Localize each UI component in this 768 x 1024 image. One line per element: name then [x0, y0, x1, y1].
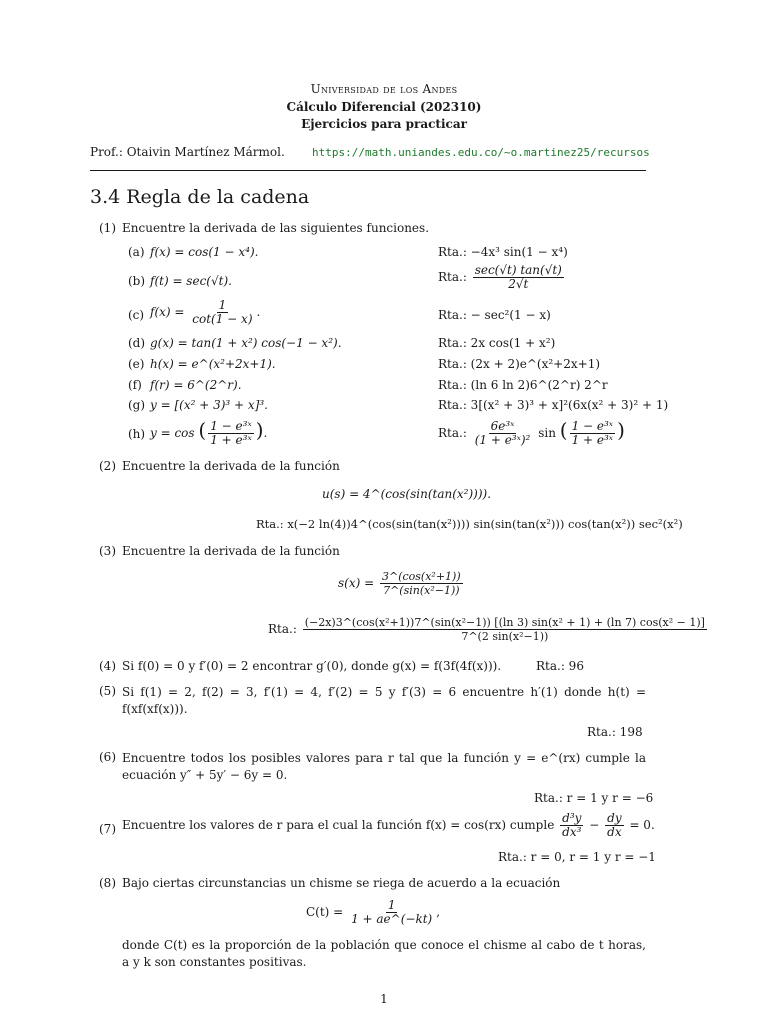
item-function: f(x) = $\frac{1}{\cot(1 - x)}$ . — [150, 298, 261, 326]
item-function: f(x) = cos(1 − x⁴). — [150, 245, 259, 259]
item-label: (h) — [128, 427, 146, 441]
item-function: h(x) = e^(x²+2x+1). — [150, 357, 276, 371]
item-answer: Rta.: 3[(x² + 3)³ + x]²(6x(x² + 3)² + 1) — [438, 398, 669, 412]
answer-prefix: Rta.: — [438, 426, 467, 440]
operator: − — [589, 818, 600, 832]
page-number: 1 — [380, 992, 388, 1006]
answer-fraction — [303, 616, 707, 643]
exercise-formula — [338, 570, 465, 597]
item-label: (a) — [128, 245, 145, 259]
exercise-answer: Rta.: r = 0, r = 1 y r = −1 — [498, 850, 656, 864]
exercise-text: Si f(1) = 2, f(2) = 3, f′(1) = 4, f′(2) = 5 y f′(3) = 6 encuentre h′(1) donde h(t) = f(xf(xf(x))). — [122, 685, 646, 716]
item-label: (c) — [128, 308, 145, 322]
item-label: (d) — [128, 336, 146, 350]
exercise-number: (3) — [99, 544, 116, 558]
fraction-numerator: d³y — [562, 811, 582, 825]
exercise-text: Encuentre todos los posibles valores para r tal que la función y = e^(rx) cumple la ecuación y″ + 5y′ − 6y = 0. — [122, 751, 646, 782]
fraction-numerator: sec(√t) tan(√t) — [474, 263, 562, 277]
exercise-number: (5) — [99, 684, 116, 698]
item-label: (f) — [128, 378, 142, 392]
function-prefix: y = cos — [150, 426, 195, 440]
exercise-answer — [268, 616, 709, 643]
exercise-prompt: Encuentre la derivada de la función — [122, 544, 340, 558]
section-title: 3.4 Regla de la cadena — [90, 186, 310, 208]
item-label: (b) — [128, 274, 146, 288]
function-fraction — [208, 420, 254, 447]
formula-end: , — [436, 905, 441, 919]
answer-prefix: Rta.: — [268, 622, 297, 636]
exercise-answer: Rta.: 96 — [536, 659, 584, 673]
fraction-numerator: 1 − e³ˣ — [210, 419, 252, 433]
fraction-denominator: 1 + e³ˣ — [571, 433, 614, 447]
item-function: f(t) = sec(√t). — [150, 274, 232, 288]
fraction-numerator: 1 — [387, 898, 396, 912]
fraction-denominator: 1 + e³ˣ — [210, 433, 252, 447]
worksheet-subtitle: Ejercicios para practicar — [301, 117, 467, 131]
item-answer: Rta.: (ln 6 ln 2)6^(2^r) 2^r — [438, 378, 608, 392]
fraction-numerator: 6e³ˣ — [490, 419, 515, 433]
fraction-numerator: 1 − e³ˣ — [571, 419, 614, 433]
formula-fraction — [349, 899, 434, 926]
fraction-denominator: 7^(2 sin(x²−1)) — [461, 630, 549, 643]
item-function: g(x) = tan(1 + x²) cos(−1 − x²). — [150, 336, 342, 350]
function-prefix: f(x) = — [150, 305, 185, 319]
fraction-numerator: dy — [607, 811, 622, 825]
exercise-number: (2) — [99, 459, 116, 473]
exercise-number: (4) — [99, 659, 116, 673]
fraction-denominator: 2√t — [508, 277, 529, 291]
fraction-denominator: 7^(sin(x²−1)) — [383, 584, 460, 597]
exercise-answer: Rta.: r = 1 y r = −6 — [534, 791, 654, 805]
item-answer — [438, 264, 566, 291]
university-name: Universidad de los Andes — [310, 82, 458, 96]
professor-name: Prof.: Otaivin Martínez Mármol. — [90, 145, 285, 159]
exercise-number: (7) — [99, 822, 116, 836]
item-function: y = [(x² + 3)³ + x]³. — [150, 398, 268, 412]
resources-link[interactable]: https://math.uniandes.edu.co/~o.martinez25/recursos — [312, 146, 650, 159]
exercise-prompt: Encuentre la derivada de las siguientes funciones. — [122, 221, 430, 235]
fraction-denominator: 1 + ae^(−kt) — [351, 912, 433, 926]
exercise-answer: Rta.: x(−2 ln(4))4^(cos(sin(tan(x²)))) sin(sin(tan(x²))) cos(tan(x²)) sec²(x²) — [256, 517, 683, 531]
item-answer: Rta.: −4x³ sin(1 − x⁴) — [438, 245, 568, 259]
exercise-prompt: Encuentre la derivada de la función — [122, 459, 340, 473]
item-answer: Rta.: $\frac{\text{6e³ˣ}}{\text{(1 + e³ˣ)²}}$ sin ( $\frac{\text{1 − e³ˣ}}{\text{1 + e³ˣ}}$ ) — [438, 418, 625, 447]
exercise-text: Bajo ciertas circunstancias un chisme se riega de acuerdo a la ecuación — [122, 876, 561, 890]
exercise-number: (1) — [99, 221, 116, 235]
item-label: (g) — [128, 398, 146, 412]
item-function: f(r) = 6^(2^r). — [150, 378, 242, 392]
derivative-fraction — [560, 812, 583, 839]
exercise-answer: Rta.: 198 — [587, 725, 643, 739]
exercise-text-continued: donde C(t) es la proporción de la población que conoce el chisme al cabo de t horas, a y k son constantes positivas. — [122, 938, 646, 969]
exercise-number: (6) — [99, 750, 116, 764]
fraction-denominator: cot(1 − x) — [192, 312, 253, 326]
item-answer: Rta.: (2x + 2)e^(x²+2x+1) — [438, 357, 601, 371]
exercise-number: (8) — [99, 876, 116, 890]
fraction-numerator: 3^(cos(x²+1)) — [382, 570, 461, 583]
answer-prefix: Rta.: — [438, 270, 467, 284]
derivative-fraction — [605, 812, 623, 839]
formula-prefix: s(x) = — [338, 576, 375, 590]
item-label: (e) — [128, 357, 145, 371]
exercise-formula: u(s) = 4^(cos(sin(tan(x²)))). — [322, 487, 492, 501]
item-answer: Rta.: 2x cos(1 + x²) — [438, 336, 556, 350]
answer-function: sin — [538, 426, 556, 440]
exercise-text: Si f(0) = 0 y f′(0) = 2 encontrar g′(0), donde g(x) = f(3f(4f(x))). — [122, 659, 502, 673]
course-title: Cálculo Diferencial (202310) — [286, 100, 482, 114]
exercise-formula — [306, 899, 440, 926]
equation-end: = 0. — [629, 818, 655, 832]
function-fraction — [190, 299, 254, 326]
exercise-text — [122, 812, 655, 839]
answer-fraction — [473, 420, 533, 447]
item-answer: Rta.: − sec²(1 − x) — [438, 308, 551, 322]
answer-fraction-inner — [570, 420, 616, 447]
exercise-sentence: Encuentre los valores de r para el cual la función f(x) = cos(rx) cumple — [122, 818, 555, 832]
fraction-numerator: (−2x)3^(cos(x²+1))7^(sin(x²−1)) [(ln 3) sin(x² + 1) + (ln 7) cos(x² − 1)] — [304, 616, 705, 629]
item-function: y = cos ( $\frac{\text{1 − e³ˣ}}{\text{1 + e³ˣ}}$ ). — [150, 418, 268, 447]
fraction-denominator: dx³ — [562, 825, 582, 839]
formula-prefix: C(t) = — [306, 905, 344, 919]
fraction-numerator: 1 — [218, 298, 227, 312]
fraction-denominator: dx — [607, 825, 622, 839]
fraction-denominator: (1 + e³ˣ)² — [474, 433, 531, 447]
header-divider — [90, 170, 646, 171]
formula-fraction — [380, 570, 463, 597]
answer-fraction — [473, 264, 564, 291]
